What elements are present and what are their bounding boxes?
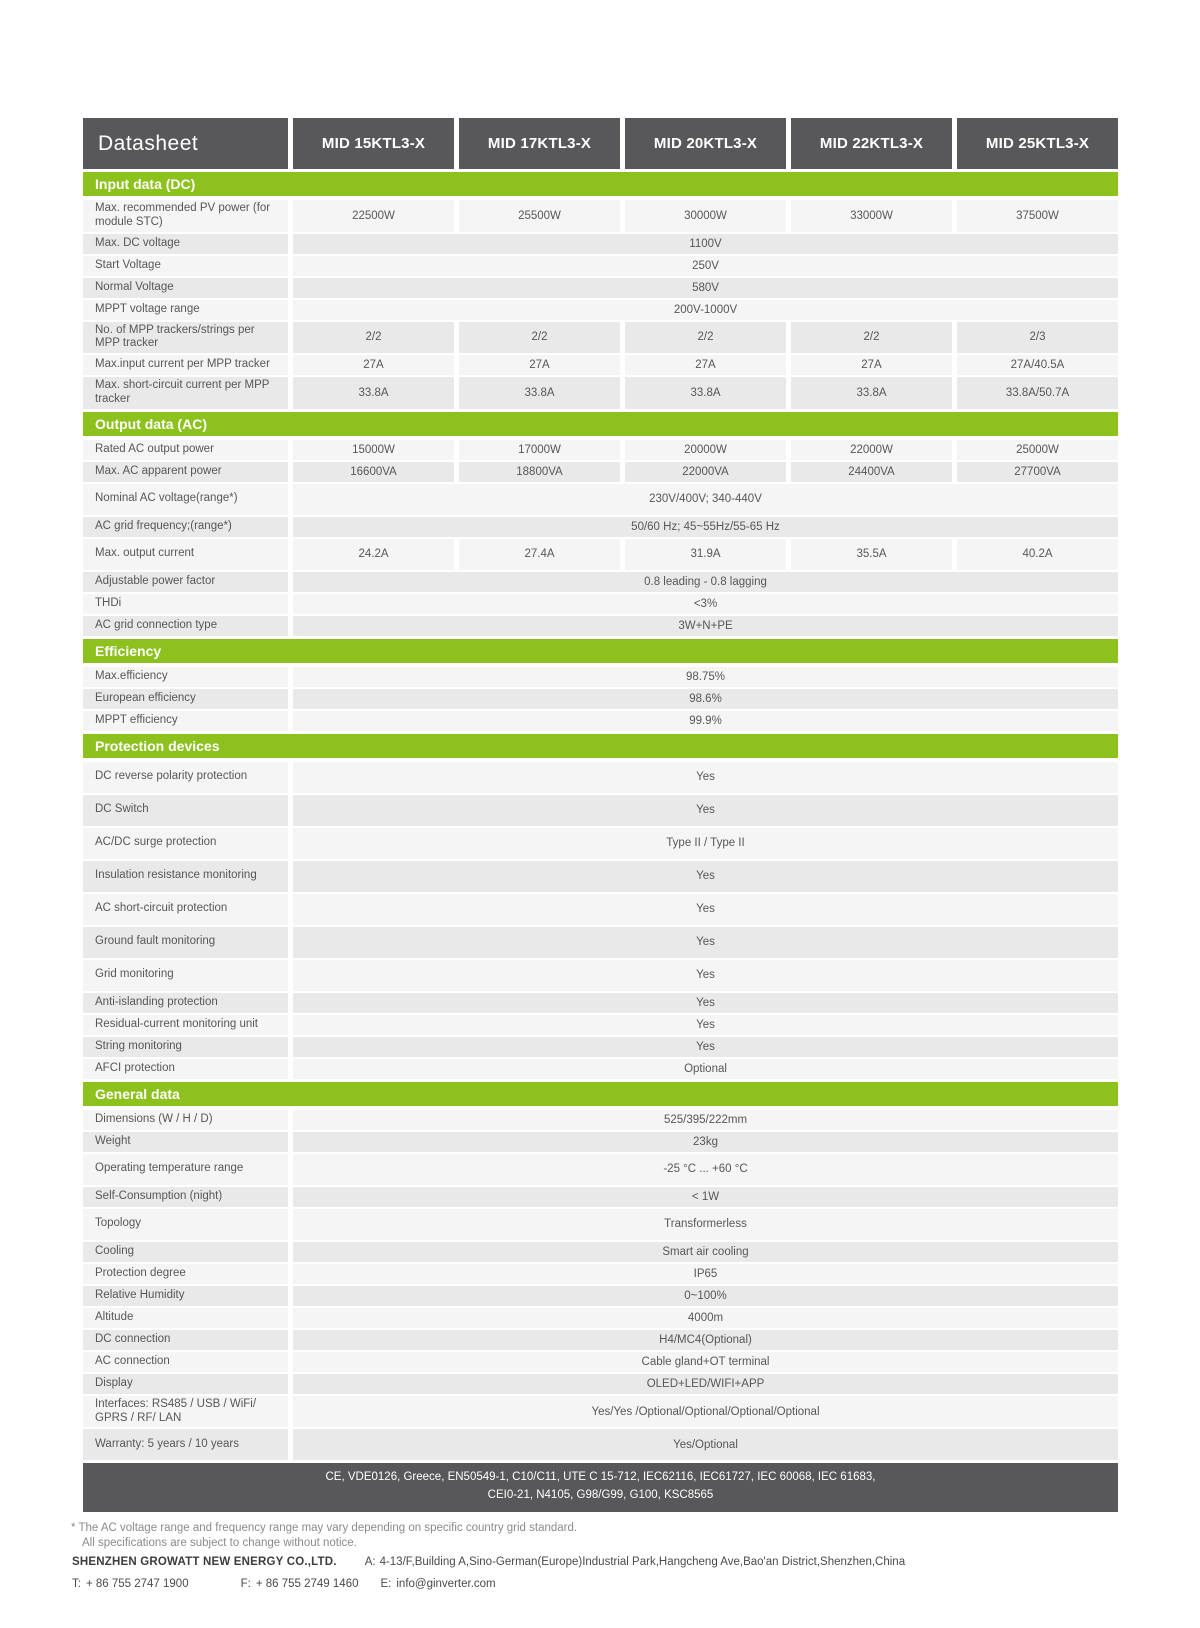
row-value: 25500W (459, 200, 620, 232)
row-label: AC short-circuit protection (83, 894, 288, 925)
certifications-bar (83, 1463, 1118, 1512)
row-value-all-models: Yes/Optional (293, 1429, 1118, 1460)
table-row (83, 1374, 1118, 1394)
table-row (83, 377, 1118, 409)
row-value: 2/2 (791, 322, 952, 354)
table-row (83, 1330, 1118, 1350)
table-header-row (83, 118, 1118, 169)
certifications-line-2: CEI0-21, N4105, G98/G99, G100, KSC8565 (487, 1489, 714, 1502)
row-value: 33.8A (459, 377, 620, 409)
row-value: 2/3 (957, 322, 1118, 354)
row-value: 37500W (957, 200, 1118, 232)
row-value-all-models: 1100V (293, 234, 1118, 254)
row-value-all-models: < 1W (293, 1187, 1118, 1207)
row-value-all-models: 99.9% (293, 711, 1118, 731)
row-label: Dimensions (W / H / D) (83, 1110, 288, 1130)
row-value-all-models: Yes (293, 927, 1118, 958)
table-row (83, 667, 1118, 687)
row-value-all-models: 4000m (293, 1308, 1118, 1328)
row-label: Weight (83, 1132, 288, 1152)
row-value: 30000W (625, 200, 786, 232)
row-value-all-models: Yes (293, 1037, 1118, 1057)
table-row (83, 256, 1118, 276)
row-value: 27A (625, 355, 786, 375)
row-label: Display (83, 1374, 288, 1394)
row-label: AFCI protection (83, 1059, 288, 1079)
row-value: 20000W (625, 440, 786, 460)
footnote-line-1: * The AC voltage range and frequency range may vary depending on specific country grid standard. (71, 1522, 578, 1534)
row-value-all-models: Yes (293, 894, 1118, 925)
row-value: 18800VA (459, 462, 620, 482)
table-row (83, 960, 1118, 991)
table-row (83, 1015, 1118, 1035)
section-header: Efficiency (83, 639, 1118, 663)
row-label: MPPT efficiency (83, 711, 288, 731)
row-value-all-models: Yes (293, 960, 1118, 991)
row-label: Grid monitoring (83, 960, 288, 991)
row-label: Max. AC apparent power (83, 462, 288, 482)
row-value: 27A (791, 355, 952, 375)
row-value-all-models: 3W+N+PE (293, 616, 1118, 636)
table-row (83, 1264, 1118, 1284)
row-label: Max. short-circuit current per MPP tracker (83, 377, 288, 409)
row-value-all-models: Optional (293, 1059, 1118, 1079)
row-label: Max. DC voltage (83, 234, 288, 254)
row-label: Protection degree (83, 1264, 288, 1284)
table-row (83, 762, 1118, 793)
table-row (83, 1242, 1118, 1262)
row-label: Max. recommended PV power (for module STC) (83, 200, 288, 232)
row-label: Ground fault monitoring (83, 927, 288, 958)
spec-table (71, 118, 1118, 1551)
model-header-mid-20ktl3-x: MID 20KTL3-X (625, 118, 786, 169)
row-value: 2/2 (625, 322, 786, 354)
row-value-all-models: 250V (293, 256, 1118, 276)
row-label: AC/DC surge protection (83, 828, 288, 859)
table-row (83, 1209, 1118, 1240)
fax-label: F: (240, 1578, 251, 1590)
table-row (83, 1110, 1118, 1130)
row-value-all-models: Yes (293, 993, 1118, 1013)
row-value: 33.8A (791, 377, 952, 409)
row-value-all-models: Yes (293, 861, 1118, 892)
table-row (83, 1187, 1118, 1207)
row-label: Topology (83, 1209, 288, 1240)
address-label: A: (364, 1556, 376, 1568)
row-value-all-models: Type II / Type II (293, 828, 1118, 859)
row-value: 40.2A (957, 539, 1118, 570)
row-label: No. of MPP trackers/strings per MPP tracker (83, 322, 288, 354)
table-row (83, 462, 1118, 482)
row-value: 25000W (957, 440, 1118, 460)
row-label: AC grid connection type (83, 616, 288, 636)
row-label: Warranty: 5 years / 10 years (83, 1429, 288, 1460)
row-label: DC connection (83, 1330, 288, 1350)
table-row (83, 1037, 1118, 1057)
row-value: 2/2 (459, 322, 620, 354)
table-row (83, 1308, 1118, 1328)
model-header-mid-17ktl3-x: MID 17KTL3-X (459, 118, 620, 169)
table-row (83, 200, 1118, 232)
row-value: 35.5A (791, 539, 952, 570)
row-label: Rated AC output power (83, 440, 288, 460)
row-value: 2/2 (293, 322, 454, 354)
row-value: 27700VA (957, 462, 1118, 482)
row-value-all-models: 580V (293, 278, 1118, 298)
row-value-all-models: Yes/Yes /Optional/Optional/Optional/Optional (293, 1396, 1118, 1428)
model-header-mid-15ktl3-x: MID 15KTL3-X (293, 118, 454, 169)
table-row (83, 1132, 1118, 1152)
section-header: General data (83, 1082, 1118, 1106)
row-value: 15000W (293, 440, 454, 460)
row-value: 27.4A (459, 539, 620, 570)
table-row (83, 894, 1118, 925)
row-value-all-models: OLED+LED/WIFI+APP (293, 1374, 1118, 1394)
row-label: Max.input current per MPP tracker (83, 355, 288, 375)
table-row (83, 278, 1118, 298)
section-header: Output data (AC) (83, 412, 1118, 436)
row-label: Anti-islanding protection (83, 993, 288, 1013)
table-body (83, 172, 1118, 1460)
row-label: THDi (83, 594, 288, 614)
row-value-all-models: Transformerless (293, 1209, 1118, 1240)
row-value-all-models: 525/395/222mm (293, 1110, 1118, 1130)
table-row (83, 1429, 1118, 1460)
table-row (83, 355, 1118, 375)
row-value: 17000W (459, 440, 620, 460)
table-row (83, 517, 1118, 537)
row-value-all-models: H4/MC4(Optional) (293, 1330, 1118, 1350)
table-row (83, 539, 1118, 570)
row-value: 33000W (791, 200, 952, 232)
row-value-all-models: Cable gland+OT terminal (293, 1352, 1118, 1372)
row-value: 22000W (791, 440, 952, 460)
row-label: Operating temperature range (83, 1154, 288, 1185)
table-row (83, 322, 1118, 354)
row-value: 16600VA (293, 462, 454, 482)
row-label: Normal Voltage (83, 278, 288, 298)
row-label: European efficiency (83, 689, 288, 709)
footnote (71, 1521, 1118, 1551)
row-label: Self-Consumption (night) (83, 1187, 288, 1207)
table-row (83, 861, 1118, 892)
table-row (83, 1352, 1118, 1372)
row-value-all-models: Yes (293, 795, 1118, 826)
footnote-line-2: All specifications are subject to change without notice. (82, 1536, 357, 1549)
row-label: Cooling (83, 1242, 288, 1262)
footer-contact-line (72, 1578, 1182, 1590)
table-row (83, 689, 1118, 709)
row-label: Interfaces: RS485 / USB / WiFi/ GPRS / RF/ LAN (83, 1396, 288, 1428)
fax-number: + 86 755 2749 1460 (255, 1578, 359, 1590)
email-address: info@ginverter.com (396, 1578, 496, 1590)
row-value: 31.9A (625, 539, 786, 570)
row-value-all-models: -25 °C ... +60 °C (293, 1154, 1118, 1185)
row-value: 33.8A (293, 377, 454, 409)
row-value-all-models: 50/60 Hz; 45~55Hz/55-65 Hz (293, 517, 1118, 537)
row-value-all-models: 0~100% (293, 1286, 1118, 1306)
row-label: AC grid frequency;(range*) (83, 517, 288, 537)
row-value-all-models: 98.6% (293, 689, 1118, 709)
company-address: 4-13/F,Building A,Sino-German(Europe)Industrial Park,Hangcheng Ave,Bao'an District,Shenzhen,China (379, 1556, 906, 1568)
row-label: DC reverse polarity protection (83, 762, 288, 793)
table-row (83, 572, 1118, 592)
row-label: Relative Humidity (83, 1286, 288, 1306)
table-row (83, 484, 1118, 515)
row-label: DC Switch (83, 795, 288, 826)
company-name: SHENZHEN GROWATT NEW ENERGY CO.,LTD. (72, 1556, 337, 1568)
row-value-all-models: Yes (293, 762, 1118, 793)
row-label: String monitoring (83, 1037, 288, 1057)
row-label: Adjustable power factor (83, 572, 288, 592)
row-value: 22000VA (625, 462, 786, 482)
row-value-all-models: <3% (293, 594, 1118, 614)
row-value-all-models: 0.8 leading - 0.8 lagging (293, 572, 1118, 592)
row-value-all-models: 230V/400V; 340-440V (293, 484, 1118, 515)
model-header-mid-25ktl3-x: MID 25KTL3-X (957, 118, 1118, 169)
table-row (83, 594, 1118, 614)
table-row (83, 1396, 1118, 1428)
row-label: Start Voltage (83, 256, 288, 276)
table-row (83, 1059, 1118, 1079)
row-value-all-models: Yes (293, 1015, 1118, 1035)
row-label: Altitude (83, 1308, 288, 1328)
row-value: 27A (293, 355, 454, 375)
certifications-line-1: CE, VDE0126, Greece, EN50549-1, C10/C11, UTE C 15-712, IEC62116, IEC61727, IEC 60068, IEC 61683, (325, 1471, 876, 1484)
row-value: 24.2A (293, 539, 454, 570)
tel-number: + 86 755 2747 1900 (85, 1578, 189, 1590)
row-value-all-models: Smart air cooling (293, 1242, 1118, 1262)
row-label: AC connection (83, 1352, 288, 1372)
row-label: Nominal AC voltage(range*) (83, 484, 288, 515)
row-label: Residual-current monitoring unit (83, 1015, 288, 1035)
tel-label: T: (72, 1578, 81, 1590)
row-label: Max. output current (83, 539, 288, 570)
footer-company-line (72, 1556, 1182, 1568)
row-value-all-models: 98.75% (293, 667, 1118, 687)
row-value-all-models: 23kg (293, 1132, 1118, 1152)
section-header: Protection devices (83, 734, 1118, 758)
row-value: 22500W (293, 200, 454, 232)
row-value: 33.8A/50.7A (957, 377, 1118, 409)
row-value: 27A (459, 355, 620, 375)
footer (72, 1556, 1182, 1590)
row-value-all-models: IP65 (293, 1264, 1118, 1284)
table-row (83, 993, 1118, 1013)
table-row (83, 828, 1118, 859)
model-header-mid-22ktl3-x: MID 22KTL3-X (791, 118, 952, 169)
page-title: Datasheet (83, 118, 288, 169)
row-value: 33.8A (625, 377, 786, 409)
row-label: Max.efficiency (83, 667, 288, 687)
section-header: Input data (DC) (83, 172, 1118, 196)
email-label: E: (380, 1578, 392, 1590)
table-row (83, 795, 1118, 826)
table-row (83, 234, 1118, 254)
row-value: 27A/40.5A (957, 355, 1118, 375)
row-label: Insulation resistance monitoring (83, 861, 288, 892)
table-row (83, 1154, 1118, 1185)
table-row (83, 927, 1118, 958)
row-value: 24400VA (791, 462, 952, 482)
row-value-all-models: 200V-1000V (293, 300, 1118, 320)
table-row (83, 440, 1118, 460)
table-row (83, 616, 1118, 636)
row-label: MPPT voltage range (83, 300, 288, 320)
table-row (83, 300, 1118, 320)
table-row (83, 711, 1118, 731)
table-row (83, 1286, 1118, 1306)
